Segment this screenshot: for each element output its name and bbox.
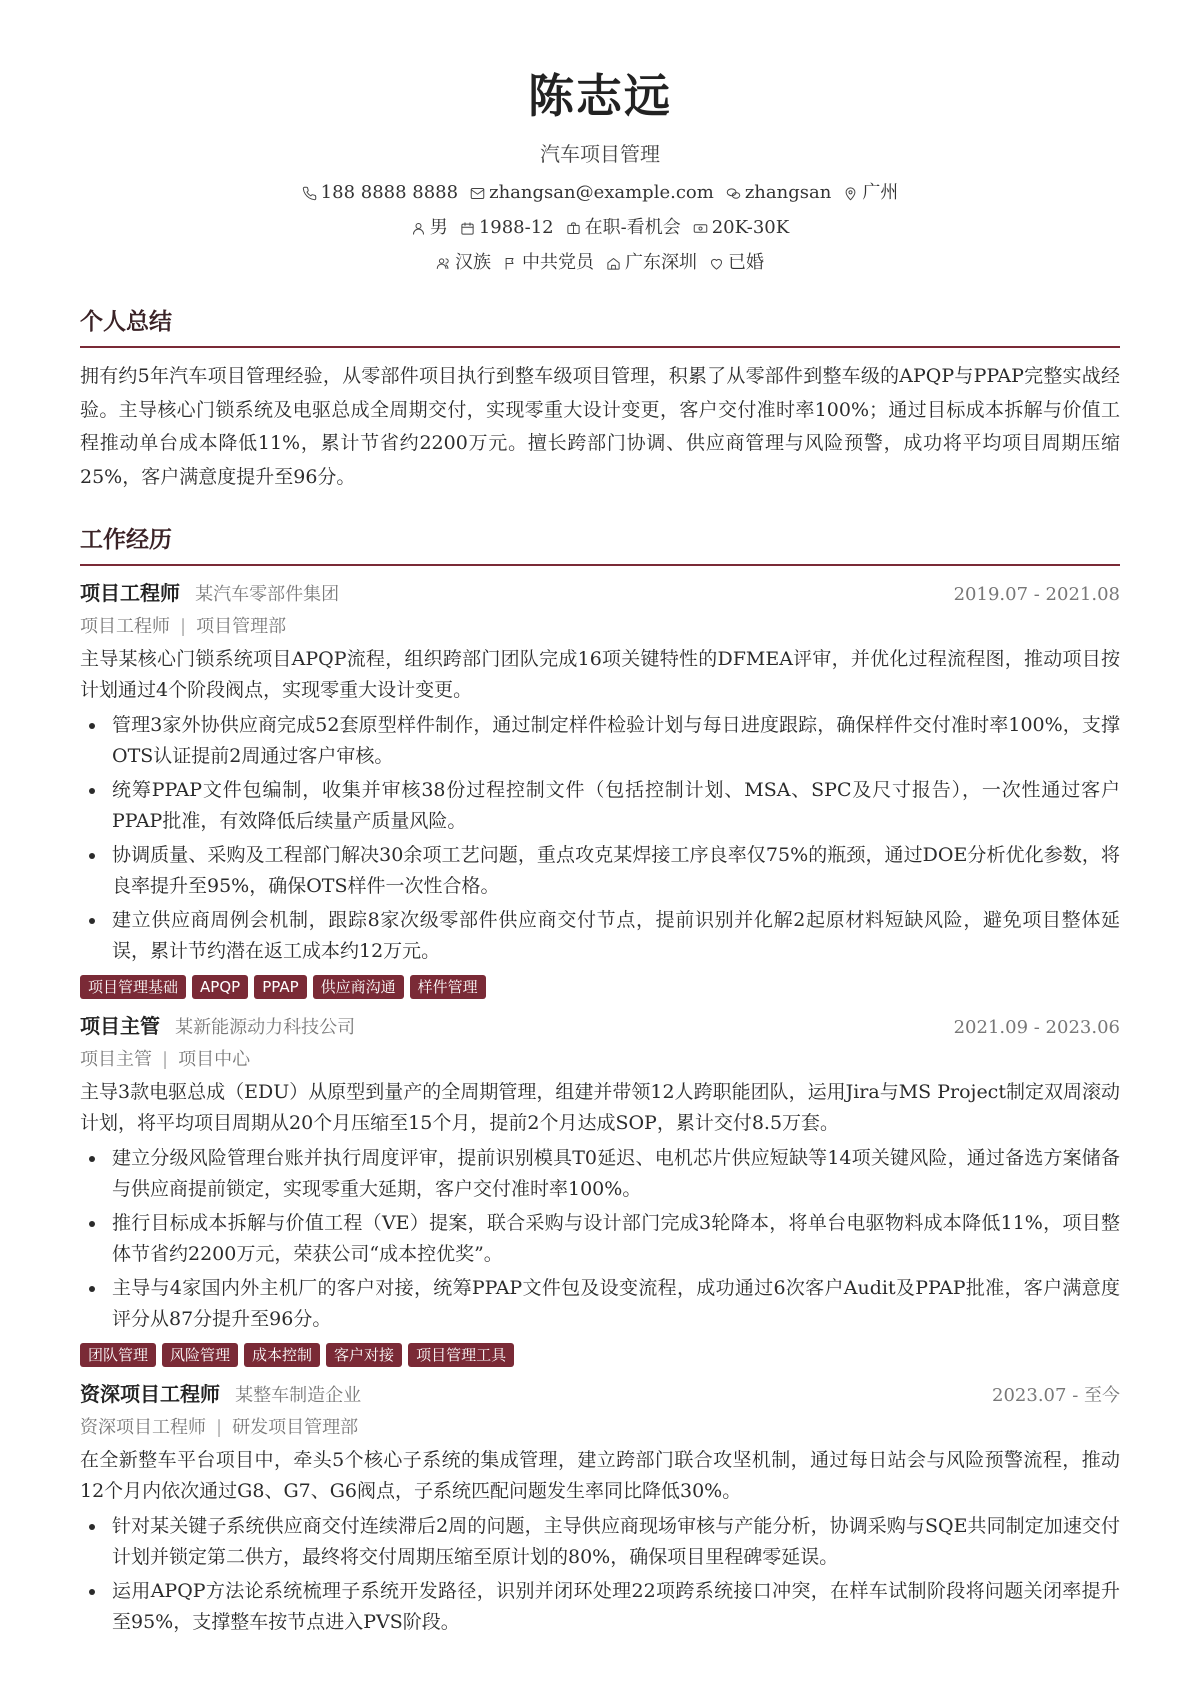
list-item: 建立分级风险管理台账并执行周度评审，提前识别模具T0延迟、电机芯片供应短缺等14项关键风险，通过备选方案储备与供应商提前锁定，实现零重大延期，客户交付准时率100%。 [80,1143,1120,1205]
job-bullets [80,1511,1120,1638]
salary-item [693,215,789,241]
experience-section [80,524,1120,1638]
city-text: 广州 [862,182,899,203]
job-position: 项目主管 [80,1049,152,1070]
job-position: 项目工程师 [80,616,170,637]
section-title: 工作经历 [80,524,1120,566]
skill-tag: 风险管理 [162,1343,238,1367]
job-description: 主导某核心门锁系统项目APQP流程，组织跨部门团队完成16项关键特性的DFMEA评审，并优化过程流程图，推动项目按计划通过4个阶段阀点，实现零重大设计变更。 [80,648,1120,701]
divider: | [180,616,187,637]
job-department: 研发项目管理部 [232,1417,359,1438]
users-icon [436,256,451,271]
birth-text: 1988-12 [478,217,554,238]
divider: | [162,1049,169,1070]
job-role: 资深项目工程师 [80,1382,220,1406]
briefcase-icon [566,221,581,236]
politics-text: 中共党员 [522,252,594,273]
list-item: 管理3家外协供应商完成52套原型样件制作，通过制定样件检验计划与每日进度跟踪，确保样件交付准时率100%，支撑OTS认证提前2周通过客户审核。 [80,710,1120,772]
job-company: 某新能源动力科技公司 [175,1017,356,1038]
list-item: 针对某关键子系统供应商交付连续滞后2周的问题，主导供应商现场审核与产能分析，协调采购与SQE共同制定加速交付计划并锁定第二供方，最终将交付周期压缩至原计划的80%，确保项目里程碑零延误。 [80,1511,1120,1573]
status-text: 在职-看机会 [584,217,681,238]
wechat-item [726,180,831,206]
money-icon [693,221,708,236]
marital-item [709,250,764,276]
job-description: 主导3款电驱总成（EDU）从原型到量产的全周期管理，组建并带领12人跨职能团队，运用Jira与MS Project制定双周滚动计划，将平均项目周期从20个月压缩至15个月，提前2个月达成SOP，累计交付8.5万套。 [80,1081,1120,1134]
job-description: 在全新整车平台项目中，牵头5个核心子系统的集成管理，建立跨部门联合攻坚机制，通过每日站会与风险预警流程，推动12个月内依次通过G8、G7、G6阀点，子系统匹配问题发生率同比降低30%。 [80,1449,1120,1502]
job-company: 某整车制造企业 [235,1385,362,1406]
basic-info-line [80,215,1120,241]
marital-text: 已婚 [728,252,764,273]
phone-item [302,180,458,206]
location-pin-icon [843,186,858,201]
skill-tag: 样件管理 [410,975,486,999]
salary-text: 20K-30K [711,217,790,238]
job-target: 汽车项目管理 [540,142,660,166]
list-item: 推行目标成本拆解与价值工程（VE）提案，联合采购与设计部门完成3轮降本，将单台电驱物料成本降低11%，项目整体节省约2200万元，荣获公司“成本控优奖”。 [80,1208,1120,1270]
user-icon [411,221,426,236]
job-entry [80,1379,1120,1638]
skill-tags [80,1343,1120,1367]
job-company: 某汽车零部件集团 [195,584,340,605]
phone-text: 188 8888 8888 [320,182,459,203]
resume-header [80,0,1120,276]
job-position: 资深项目工程师 [80,1417,206,1438]
skill-tag: PPAP [254,975,306,999]
job-header [80,578,1120,610]
extra-info-line [80,250,1120,276]
job-position-line [80,1413,1120,1443]
job-department: 项目管理部 [196,616,287,637]
section-title: 个人总结 [80,306,1120,348]
calendar-icon [460,221,475,236]
job-entry [80,578,1120,999]
job-date: 2023.07 - 至今 [992,1385,1120,1406]
job-department: 项目中心 [178,1049,251,1070]
hometown-text: 广东深圳 [625,252,697,273]
job-date: 2021.09 - 2023.06 [953,1017,1120,1038]
gender-item [411,215,448,241]
skill-tags [80,975,1120,999]
list-item: 统筹PPAP文件包编制，收集并审核38份过程控制文件（包括控制计划、MSA、SPC及尺寸报告），一次性通过客户PPAP批准，有效降低后续量产质量风险。 [80,775,1120,837]
hometown-item [606,250,697,276]
list-item: 协调质量、采购及工程部门解决30余项工艺问题，重点攻克某焊接工序良率仅75%的瓶颈，通过DOE分析优化参数，将良率提升至95%，确保OTS样件一次性合格。 [80,840,1120,902]
list-item: 主导与4家国内外主机厂的客户对接，统筹PPAP文件包及设变流程，成功通过6次客户Audit及PPAP批准，客户满意度评分从87分提升至96分。 [80,1273,1120,1335]
job-date: 2019.07 - 2021.08 [953,584,1120,605]
list-item: 运用APQP方法论系统梳理子系统开发路径，识别并闭环处理22项跨系统接口冲突，在样车试制阶段将问题关闭率提升至95%，支撑整车按节点进入PVS阶段。 [80,1576,1120,1638]
mail-icon [470,186,485,201]
city-item [843,180,898,206]
flag-icon [503,256,518,271]
wechat-icon [726,186,741,201]
job-header [80,1011,1120,1043]
skill-tag: 供应商沟通 [313,975,404,999]
skill-tag: 客户对接 [326,1343,402,1367]
phone-icon [302,186,317,201]
home-icon [606,256,621,271]
heart-icon [709,256,724,271]
skill-tag: 项目管理工具 [408,1343,514,1367]
job-position-line [80,1045,1120,1075]
job-role: 项目主管 [80,1014,160,1038]
job-bullets [80,1143,1120,1335]
summary-text: 拥有约5年汽车项目管理经验，从零部件项目执行到整车级项目管理，积累了从零部件到整车级的APQP与PPAP完整实战经验。主导核心门锁系统及电驱总成全周期交付，实现零重大设计变更，客户交付准时率100%；通过目标成本拆解与价值工程推动单台成本降低11%，累计节省约2200万元。擅长跨部门协调、供应商管理与风险预警，成功将平均项目周期压缩25%，客户满意度提升至96分。 [80,365,1120,488]
job-position-line [80,612,1120,642]
job-bullets [80,710,1120,967]
email-text: zhangsan@example.com [489,182,714,203]
list-item: 建立供应商周例会机制，跟踪8家次级零部件供应商交付节点，提前识别并化解2起原材料短缺风险，避免项目整体延误，累计节约潜在返工成本约12万元。 [80,905,1120,967]
skill-tag: 项目管理基础 [80,975,186,999]
status-item [566,215,681,241]
candidate-name: 陈志远 [528,69,672,123]
job-entry [80,1011,1120,1367]
job-role: 项目工程师 [80,581,180,605]
summary-section [80,306,1120,494]
politics-item [503,250,594,276]
job-header [80,1379,1120,1411]
gender-text: 男 [429,217,448,238]
skill-tag: APQP [192,975,248,999]
email-item [470,180,714,206]
divider: | [216,1417,223,1438]
skill-tag: 成本控制 [244,1343,320,1367]
ethnicity-text: 汉族 [455,252,491,273]
skill-tag: 团队管理 [80,1343,156,1367]
wechat-text: zhangsan [744,182,832,203]
birth-item [460,215,554,241]
contact-line [80,180,1120,206]
ethnicity-item [436,250,491,276]
